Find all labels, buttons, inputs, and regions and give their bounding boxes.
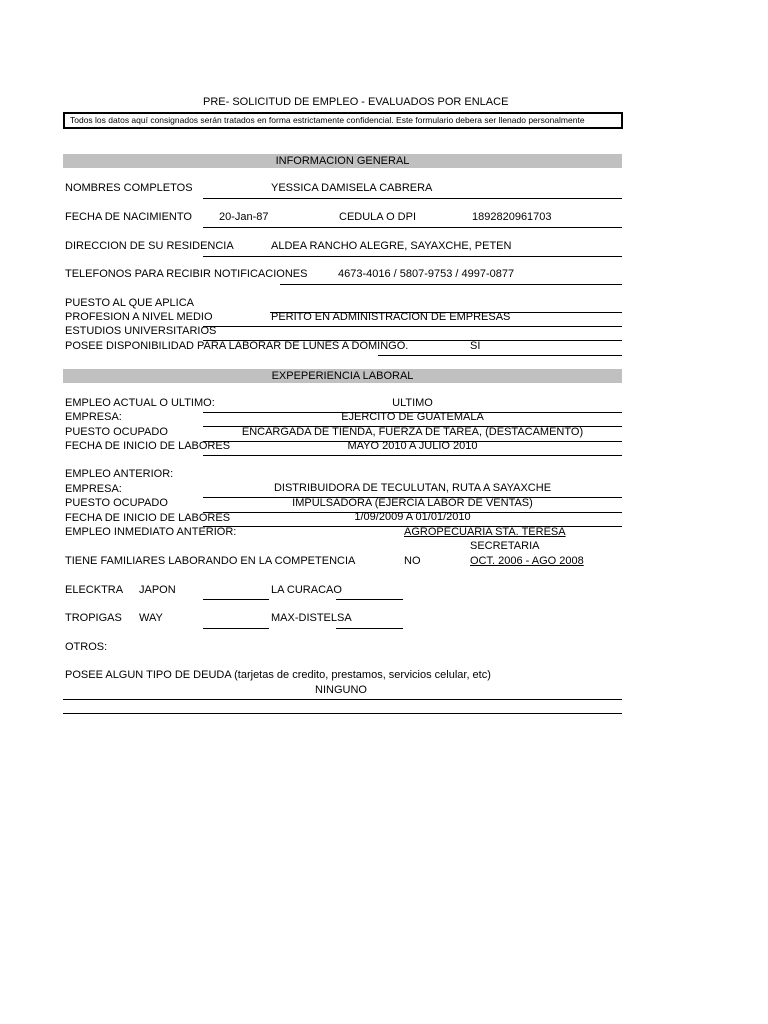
competitor-tropigas: TROPIGAS (65, 612, 122, 624)
maxdistelsa-underline (336, 628, 403, 629)
position-label: PUESTO AL QUE APLICA (65, 297, 194, 309)
competitor-otros: OTROS: (65, 641, 108, 653)
dpi-value: 1892820961703 (472, 211, 552, 223)
start-date-label: FECHA DE INICIO DE LABORES (65, 440, 231, 452)
phones-underline (280, 284, 622, 285)
profession-value: PERITO EN ADMINISTRACION DE EMPRESAS (271, 311, 511, 323)
name-label: NOMBRES COMPLETOS (65, 182, 193, 194)
section-header-experience (63, 369, 622, 383)
japon-underline (203, 599, 269, 600)
role-label: PUESTO OCUPADO (65, 426, 168, 438)
phones-label: TELEFONOS PARA RECIBIR NOTIFICACIONES (65, 268, 308, 280)
immediate-role-value: SECRETARIA (470, 540, 540, 552)
dob-value: 20-Jan-87 (219, 211, 269, 223)
current-job-value: ULTIMO (392, 397, 433, 409)
availability-label: POSEE DISPONIBILIDAD PARA LABORAR DE LUNES A DOMINGO. (65, 340, 409, 352)
profession-label: PROFESION A NIVEL MEDIO (65, 311, 213, 323)
section-header-experience-label: EXPEPERIENCIA LABORAL (271, 370, 414, 382)
phones-value: 4673-4016 / 5807-9753 / 4997-0877 (338, 268, 515, 280)
prev-company-value: DISTRIBUIDORA DE TECULUTAN, RUTA A SAYAXCHE (273, 482, 552, 494)
section-header-general-label: INFORMACION GENERAL (275, 155, 410, 167)
family-label: TIENE FAMILIARES LABORANDO EN LA COMPETENCIA (65, 555, 356, 567)
debt-underline-1 (63, 699, 622, 700)
university-label: ESTUDIOS UNIVERSITARIOS (65, 325, 217, 337)
confidentiality-notice (63, 112, 623, 129)
competitor-japon: JAPON (139, 584, 176, 596)
address-label: DIRECCION DE SU RESIDENCIA (65, 240, 234, 252)
dob-label: FECHA DE NACIMIENTO (65, 211, 192, 223)
profession-underline (203, 326, 622, 327)
address-underline (203, 256, 622, 257)
start-date-underline (203, 455, 622, 456)
prev-start-label: FECHA DE INICIO DE LABORES (65, 512, 231, 524)
dob-underline (203, 227, 622, 228)
confidentiality-notice-text: Todos los datos aquí consignados serán tratados en forma estrictamente confidencial. Este formulario debera ser llenado personalmente (70, 115, 585, 125)
prev-start-value: 1/09/2009 A 01/01/2010 (354, 511, 471, 523)
debt-label: POSEE ALGUN TIPO DE DEUDA (tarjetas de credito, prestamos, servicios celular, etc) (65, 669, 491, 681)
dpi-label: CEDULA O DPI (339, 211, 417, 223)
debt-underline-2 (63, 713, 622, 714)
competitor-way: WAY (139, 612, 163, 624)
section-header-general (63, 154, 622, 168)
company-value: EJERCITO DE GUATEMALA (341, 411, 484, 423)
immediate-company-value: AGROPECUARIA STA. TERESA (404, 526, 566, 538)
availability-value: SI (470, 340, 481, 352)
prev-company-label: EMPRESA: (65, 483, 122, 495)
competitor-curacao: LA CURACAO (271, 584, 342, 596)
curacao-underline (336, 599, 403, 600)
role-value: ENCARGADA DE TIENDA, FUERZA DE TAREA, (DESTACAMENTO) (241, 426, 584, 438)
current-job-label: EMPLEO ACTUAL O ULTIMO: (65, 397, 215, 409)
competitor-elecktra: ELECKTRA (65, 584, 124, 596)
name-value: YESSICA DAMISELA CABRERA (271, 182, 433, 194)
availability-underline (378, 355, 622, 356)
debt-value: NINGUNO (315, 684, 367, 696)
way-underline (203, 628, 269, 629)
start-date-value: MAYO 2010 A JULIO 2010 (347, 440, 478, 452)
prev-role-value: IMPULSADORA (EJERCIA LABOR DE VENTAS) (292, 497, 533, 509)
address-value: ALDEA RANCHO ALEGRE, SAYAXCHE, PETEN (271, 240, 512, 252)
name-underline (203, 198, 622, 199)
previous-job-label: EMPLEO ANTERIOR: (65, 468, 174, 480)
immediate-dates-value: OCT. 2006 - AGO 2008 (470, 555, 584, 567)
family-value: NO (404, 555, 421, 567)
competitor-maxdistelsa: MAX-DISTELSA (271, 612, 352, 624)
immediate-job-label: EMPLEO INMEDIATO ANTERIOR: (65, 526, 237, 538)
company-label: EMPRESA: (65, 411, 122, 423)
form-title: PRE- SOLICITUD DE EMPLEO - EVALUADOS POR ENLACE (203, 96, 509, 108)
prev-role-label: PUESTO OCUPADO (65, 497, 168, 509)
